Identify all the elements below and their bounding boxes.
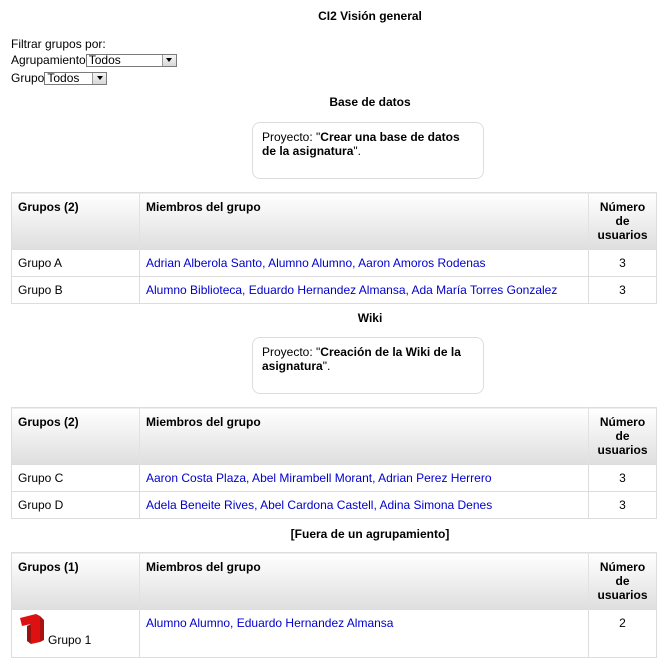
groups-column-header: Grupos (1) [12, 553, 140, 610]
group-members-link[interactable]: Aaron Costa Plaza, Abel Mirambell Morant, Adrian Perez Herrero [146, 471, 492, 485]
member-count: 3 [589, 465, 657, 492]
count-header-line: usuarios [597, 228, 648, 242]
description-suffix: ". [353, 144, 361, 158]
group-members-link[interactable]: Adela Beneite Rives, Abel Cardona Castell, Adina Simona Denes [146, 498, 493, 512]
page-title: CI2 Visión general [318, 9, 422, 23]
chevron-down-icon[interactable] [92, 73, 106, 84]
groups-table [11, 407, 657, 519]
description-title: Crear una base de datos de la asignatura [262, 130, 460, 158]
table-row [12, 610, 657, 658]
members-column-header: Miembros del grupo [140, 408, 589, 465]
group-select-value: Todos [47, 71, 80, 85]
group-filters [11, 36, 177, 86]
count-header-line: Número [599, 560, 646, 574]
count-header-line: usuarios [597, 588, 648, 602]
count-column-header [589, 553, 657, 610]
section-title: Base de datos [329, 95, 411, 109]
grouping-description [252, 122, 484, 179]
count-header-line: de [615, 429, 630, 443]
group-name: Grupo A [12, 250, 140, 277]
member-count: 3 [589, 277, 657, 304]
count-header-line: Número [599, 200, 646, 214]
description-prefix: Proyecto: " [262, 345, 321, 359]
table-row [12, 250, 657, 277]
grouping-select[interactable] [86, 54, 177, 67]
count-header-line: usuarios [597, 443, 648, 457]
count-column-header [589, 408, 657, 465]
count-header-line: Número [599, 415, 646, 429]
groups-column-header: Grupos (2) [12, 408, 140, 465]
member-count: 3 [589, 250, 657, 277]
group-cell [12, 610, 140, 658]
member-count: 2 [589, 610, 657, 658]
description-prefix: Proyecto: " [262, 130, 321, 144]
count-header-line: de [615, 214, 630, 228]
group-select[interactable] [44, 72, 107, 85]
group-name: Grupo D [12, 492, 140, 519]
description-title: Creación de la Wiki de la asignatura [262, 345, 461, 373]
description-suffix: ". [322, 359, 331, 373]
table-header-row [12, 553, 657, 610]
chevron-down-icon[interactable] [162, 55, 176, 66]
groups-table [11, 552, 657, 658]
table-header-row [12, 408, 657, 465]
section-title: [Fuera de un agrupamiento] [290, 527, 450, 541]
group-name: Grupo B [12, 277, 140, 304]
group-members-link[interactable]: Alumno Alumno, Eduardo Hernandez Almansa [146, 616, 394, 630]
members-column-header: Miembros del grupo [140, 553, 589, 610]
table-row [12, 465, 657, 492]
table-header-row [12, 193, 657, 250]
groups-table [11, 192, 657, 304]
count-header-line: de [615, 574, 630, 588]
group-name: Grupo C [12, 465, 140, 492]
count-column-header [589, 193, 657, 250]
table-row [12, 492, 657, 519]
group-members-link[interactable]: Adrian Alberola Santo, Alumno Alumno, Aaron Amoros Rodenas [146, 256, 486, 270]
grouping-description [252, 337, 484, 394]
group-label: Grupo [11, 71, 45, 85]
groups-column-header: Grupos (2) [12, 193, 140, 250]
group-picture-icon [18, 614, 46, 647]
group-name: Grupo 1 [48, 633, 92, 647]
member-count: 3 [589, 492, 657, 519]
filter-heading: Filtrar grupos por: [11, 37, 106, 51]
members-column-header: Miembros del grupo [140, 193, 589, 250]
group-members-link[interactable]: Alumno Biblioteca, Eduardo Hernandez Almansa, Ada María Torres Gonzalez [146, 283, 558, 297]
grouping-label: Agrupamiento [11, 53, 86, 67]
table-row [12, 277, 657, 304]
grouping-select-value: Todos [88, 53, 121, 67]
section-title: Wiki [357, 311, 383, 325]
